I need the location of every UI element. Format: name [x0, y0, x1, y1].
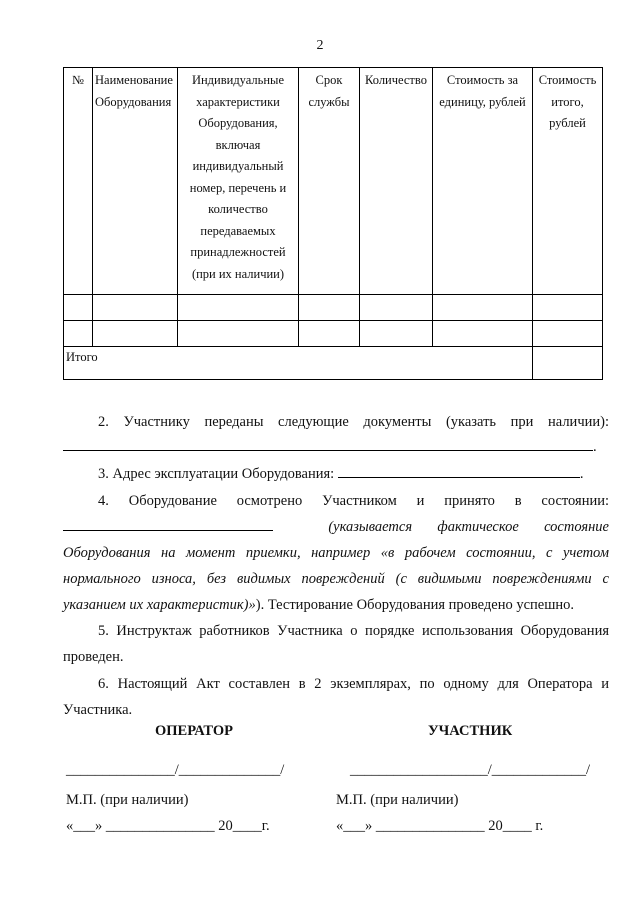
table-cell — [64, 321, 93, 347]
table-cell — [299, 295, 360, 321]
page-number: 2 — [316, 38, 324, 53]
col-header-number: № — [64, 68, 93, 295]
equipment-table — [63, 67, 603, 380]
table-cell — [93, 321, 178, 347]
participant-signature-line: ___________________/_____________/ — [350, 762, 591, 778]
item-3-text: 3. Адрес эксплуатации Оборудования: — [98, 466, 335, 482]
item-4-text: 4. Оборудование осмотрено Участником и принято в состоянии: — [98, 493, 609, 509]
table-row — [64, 321, 603, 347]
table-cell — [360, 295, 433, 321]
col-header-quantity: Количество — [360, 68, 433, 295]
table-cell — [93, 295, 178, 321]
operator-date-line: «___» _______________ 20____г. — [66, 818, 270, 834]
table-cell — [178, 321, 299, 347]
item-2-end: . — [593, 439, 597, 455]
table-cell — [299, 321, 360, 347]
participant-title: УЧАСТНИК — [428, 723, 513, 739]
col-header-characteristics: Индивидуальные характеристики Оборудования, включая индивидуальный номер, перечень и количество передаваемых принадлежностей (при их наличии) — [178, 68, 299, 295]
total-label: Итого — [64, 347, 533, 380]
col-header-service-life: Срок службы — [299, 68, 360, 295]
table-cell — [533, 321, 603, 347]
table-cell — [433, 295, 533, 321]
participant-date-line: «___» _______________ 20____ г. — [336, 818, 544, 834]
item-5-text: 5. Инструктаж работников Участника о порядке использования Оборудования проведен. — [63, 623, 609, 665]
table-total-row — [64, 347, 603, 380]
total-value-cell — [533, 347, 603, 380]
item-3 — [63, 461, 609, 487]
item-2-text: 2. Участнику переданы следующие документы (указать при наличии): — [98, 414, 609, 430]
item-6-text: 6. Настоящий Акт составлен в 2 экземплярах, по одному для Оператора и Участника. — [63, 676, 609, 718]
table-header-row — [64, 68, 603, 295]
table-cell — [178, 295, 299, 321]
item-4-italic: (указывается фактическое состояние Оборудования на момент приемки, например «в рабочем состоянии, с учетом нормального износа, без видимых повреждений (с видимыми повреждениями с указанием их характеристик)» — [63, 519, 609, 613]
item-4-tail: ). Тестирование Оборудования проведено успешно. — [255, 597, 575, 613]
operator-title: ОПЕРАТОР — [155, 723, 234, 739]
operator-signature-line: _______________/______________/ — [66, 762, 285, 778]
table-cell — [360, 321, 433, 347]
operator-stamp-label: М.П. (при наличии) — [66, 792, 189, 808]
table-cell — [64, 295, 93, 321]
item-2-fill-line — [63, 434, 609, 460]
col-header-name: Наименование Оборудования — [93, 68, 178, 295]
table-cell — [433, 321, 533, 347]
item-3-end: . — [579, 466, 584, 482]
participant-stamp-label: М.П. (при наличии) — [336, 792, 459, 808]
col-header-total-cost: Стоимость итого, рублей — [533, 68, 603, 295]
col-header-unit-cost: Стоимость за единицу, рублей — [433, 68, 533, 295]
item-4-body — [63, 514, 609, 618]
table-cell — [533, 295, 603, 321]
table-row — [64, 295, 603, 321]
